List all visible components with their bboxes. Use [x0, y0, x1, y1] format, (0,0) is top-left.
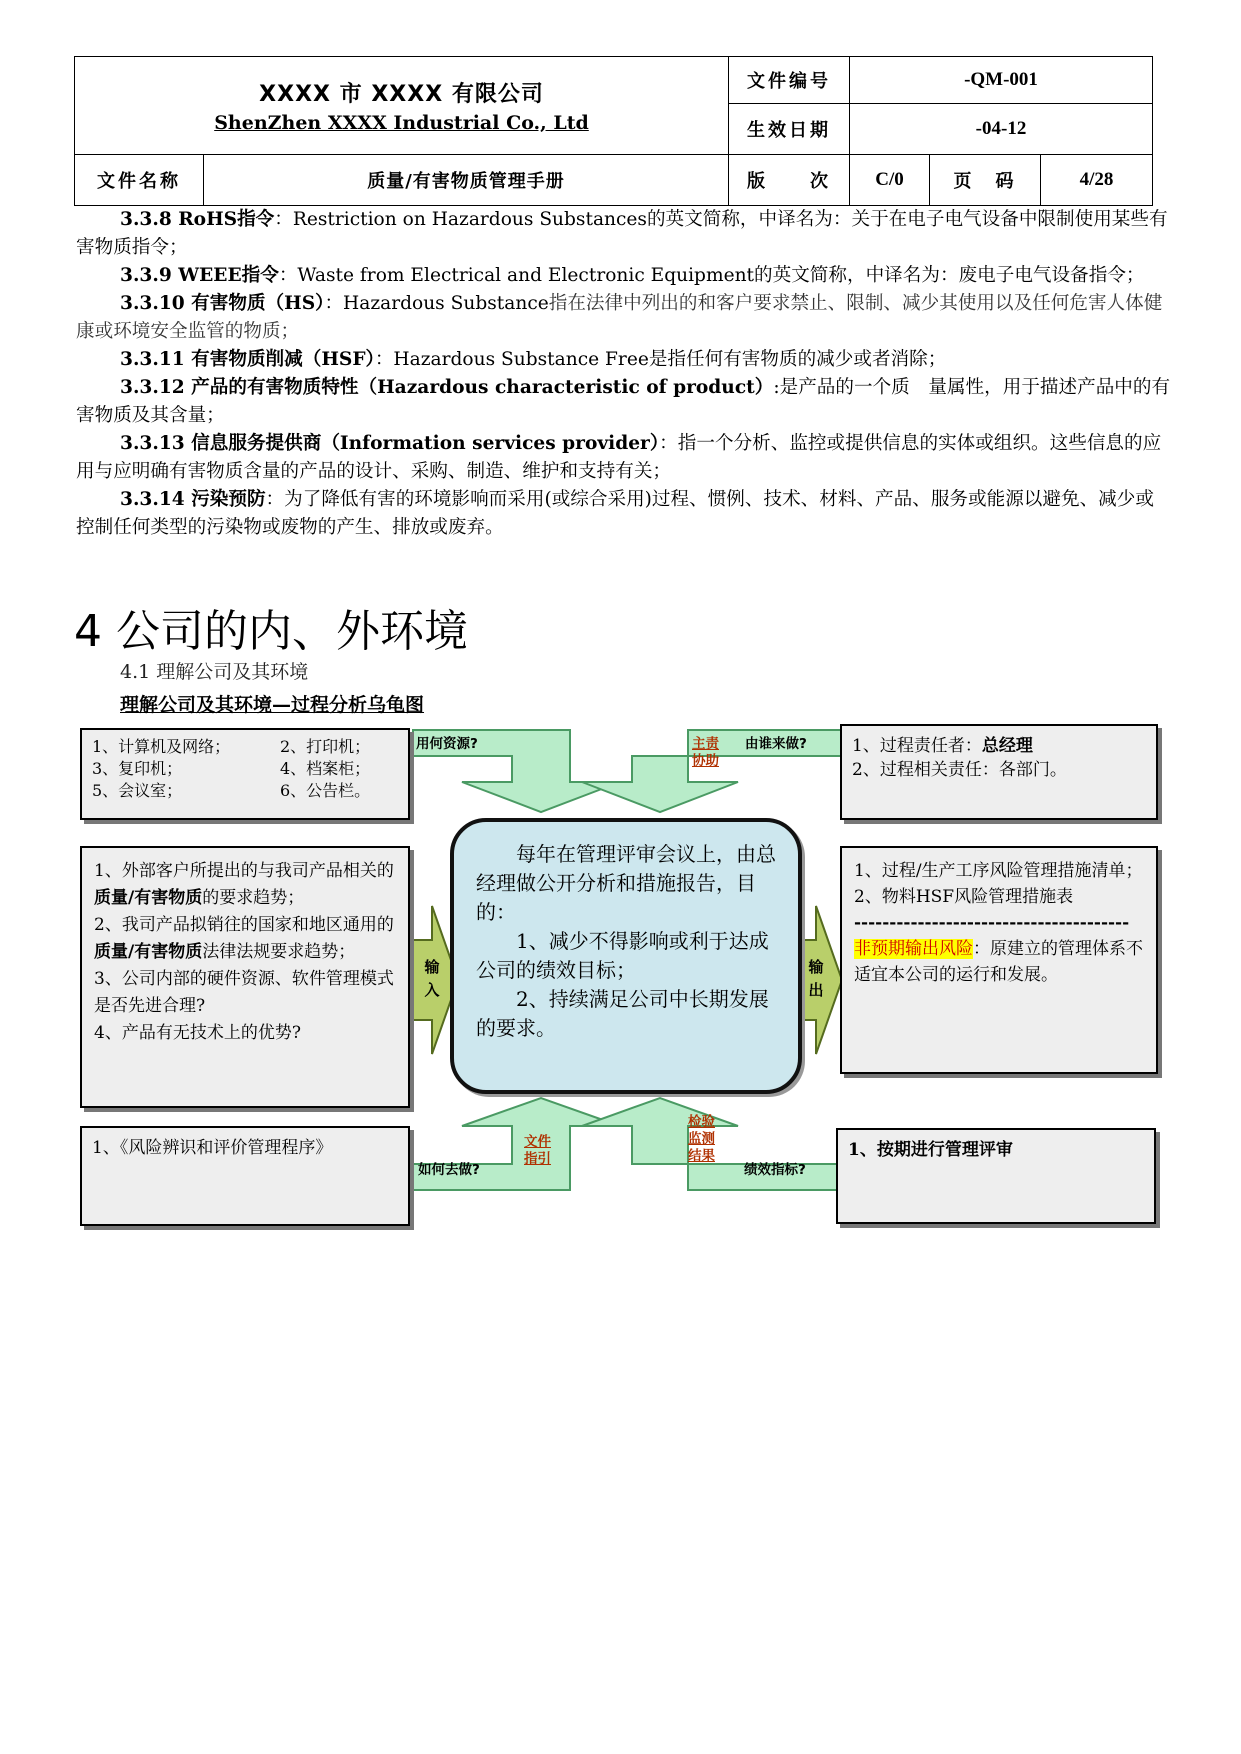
output-divider: ---------------------------------------	[854, 913, 1130, 933]
term: 3.3.13 信息服务提供商（Information services provider）	[120, 433, 660, 454]
effective-date-label: 生效日期	[729, 104, 850, 154]
center-text-3: 2、持续满足公司中长期发展的要求。	[476, 987, 769, 1040]
definition-text-cont: 指在法律中列出的和客户要求禁止、限制、减少其使用以及任何危害人体健康或环境安全监管的物质；	[76, 293, 1163, 342]
risk-text: ：原建立的管理体系不适宜本公司的运行和发展。	[854, 939, 1143, 985]
document-guide-link[interactable]: 文件指引	[524, 1134, 551, 1167]
definition-text: ：Waste from Electrical and Electronic Equipment的英文简称，中译名为：废电子电气设备指令；	[278, 265, 1145, 286]
resource-item: 5、会议室；	[92, 781, 183, 800]
text: 法律法规要求趋势；	[202, 942, 356, 962]
company-name-cn: XXXX 市 XXXX 有限公司	[259, 81, 544, 107]
resource-item: 4、档案柜；	[280, 759, 371, 778]
resources-box	[80, 728, 410, 820]
term: 3.3.9 WEEE指令	[120, 265, 279, 286]
who-related: 2、过程相关责任：各部门。	[852, 760, 1067, 780]
definition-text: ：Restriction on Hazardous Substances的英文简称，中译名为：关于在电子电气设备中限制使用某些有害物质指令；	[76, 209, 1168, 258]
who-box	[840, 724, 1158, 820]
how-item-1: 1、《风险辨识和评价管理程序》	[92, 1138, 333, 1158]
section-heading: 4 公司的内、外环境	[74, 606, 468, 657]
output-label: 输出	[808, 958, 824, 999]
who-responsibility-link[interactable]: 主责协助	[692, 736, 719, 769]
version-value: C/0	[850, 154, 930, 205]
inspection-results-link[interactable]: 检验监测结果	[688, 1114, 715, 1164]
who-owner	[852, 734, 1146, 758]
outputs-box	[840, 846, 1158, 1074]
definition-text: :是产品的一个质 量属性，用于描述产品中的有害物质及其含量；	[76, 377, 1171, 426]
risk-highlight: 非预期输出风险	[854, 939, 973, 959]
term: 3.3.11 有害物质削减（HSF）	[120, 349, 375, 370]
term: 3.3.14 污染预防	[120, 489, 266, 510]
input-item-4: 4、产品有无技术上的优势?	[94, 1023, 301, 1043]
how-box	[80, 1126, 410, 1226]
how-question: 如何去做?	[418, 1162, 480, 1178]
output-risk	[854, 936, 1144, 988]
input-item-3: 3、公司内部的硬件资源、软件管理模式是否先进合理?	[94, 969, 394, 1016]
text: 2、我司产品拟销往的国家和地区通用的	[94, 915, 394, 935]
doc-number-label: 文件编号	[729, 57, 850, 104]
diagram-title: 理解公司及其环境—过程分析乌龟图	[120, 694, 425, 716]
page-number: 4/28	[1041, 154, 1153, 205]
text-bold: 质量/有害物质	[94, 942, 203, 962]
company-name-en: ShenZhen XXXX Industrial Co., Ltd	[214, 111, 589, 134]
effective-date-value: -04-12	[850, 104, 1153, 154]
text: 的要求趋势；	[202, 888, 305, 908]
output-item-1: 1、过程/生产工序风险管理措施清单；	[854, 861, 1143, 881]
definition-text: ：Hazardous Substance	[324, 293, 549, 314]
doc-name-label: 文件名称	[75, 154, 204, 205]
text-bold: 质量/有害物质	[94, 888, 203, 908]
resource-item: 3、复印机；	[92, 759, 183, 778]
definition-text: ：Hazardous Substance Free是指任何有害物质的减少或者消除；	[374, 349, 947, 370]
center-text-2: 1、减少不得影响或利于达成公司的绩效目标；	[476, 929, 769, 982]
process-center-box	[450, 818, 802, 1094]
kpi-box	[836, 1128, 1156, 1224]
inputs-box	[80, 846, 410, 1108]
doc-number-value: -QM-001	[850, 57, 1153, 104]
resource-item: 2、打印机；	[280, 737, 371, 756]
definition-text: ：指一个分析、监控或提供信息的实体或组织。这些信息的应用与应明确有害物质含量的产品的设计、采购、制造、维护和支持有关；	[76, 433, 1162, 482]
subsection-heading: 4.1 理解公司及其环境	[120, 661, 309, 683]
input-item-2	[94, 912, 396, 966]
version-label: 版 次	[729, 154, 850, 205]
term: 3.3.12 产品的有害物质特性（Hazardous characteristic of product）	[120, 377, 774, 398]
text: 1、外部客户所提出的与我司产品相关的	[94, 861, 394, 881]
term: 3.3.8 RoHS指令	[120, 209, 275, 230]
kpi-item-1: 1、按期进行管理评审	[848, 1140, 1013, 1160]
who-question: 由谁来做?	[745, 736, 807, 752]
page-label: 页 码	[930, 154, 1041, 205]
resources-list	[92, 736, 398, 802]
kpi-question: 绩效指标?	[744, 1162, 806, 1178]
input-label: 输入	[424, 958, 440, 999]
doc-name-value: 质量/有害物质管理手册	[204, 154, 729, 205]
who-owner-label: 1、过程责任者：	[852, 736, 982, 756]
center-text-1: 每年在管理评审会议上，由总经理做公开分析和措施报告，目的：	[476, 842, 776, 924]
resource-item: 1、计算机及网络；	[92, 737, 231, 756]
output-item-2: 2、物料HSF风险管理措施表	[854, 887, 1074, 907]
resources-question: 用何资源?	[416, 736, 478, 752]
who-owner-name: 总经理	[981, 736, 1033, 756]
definition-text: ：为了降低有害的环境影响而采用(或综合采用)过程、惯例、技术、材料、产品、服务或能源以避免、减少或控制任何类型的污染物或废物的产生、排放或废弃。	[76, 489, 1154, 538]
term: 3.3.10 有害物质（HS）	[120, 293, 325, 314]
input-item-1	[94, 858, 396, 912]
resource-item: 6、公告栏。	[280, 781, 371, 800]
